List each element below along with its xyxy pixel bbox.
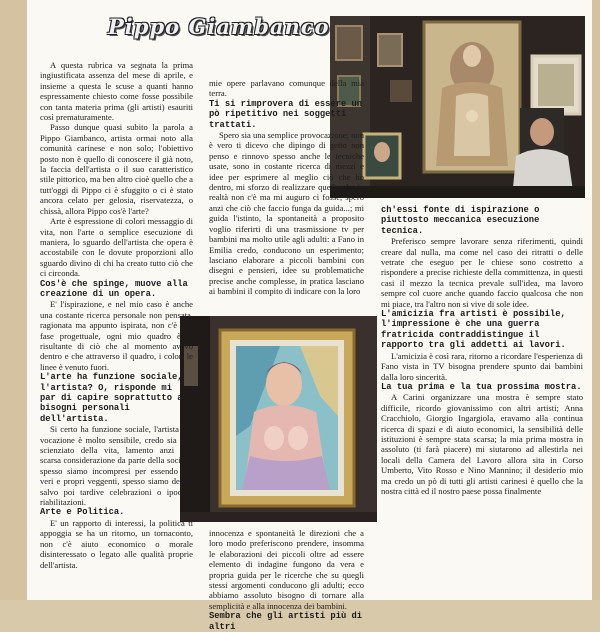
paragraph: E' l'ispirazione, e nel mio caso è anche una costante ricerca personale non pensata, ragionata ma appunto ispirata, non c'è una fase progettuale, ogni mio quadro è la risultante di ciò che al momento avevo dentro e che attraverso il quadro, i colori le linee è venuto fuori. (40, 299, 193, 372)
paragraph: Passo dunque quasi subito la parola a Pippo Giambanco, artista ormai noto alla comunità carinese e non solo; l'obiettivo posto non è quello di conoscere il già noto, la faccia dell'artista o il suo caratteristico stile pittorico, ma ben altro cioè quello che a tutt'oggi di Pippo ci è sfuggito o ci è stato ancora celato per gelosia, riservatezza, o chissà, allora Pippo cos'è l'arte? (40, 122, 193, 216)
right-margin-band (592, 0, 600, 600)
article-title: Pippo Giambanco (108, 14, 330, 39)
text-column-2-lower (209, 528, 364, 632)
interview-question: ch'essi fonte di ispirazione o piuttosto meccanica esecuzione tecnica. (381, 205, 540, 236)
interview-question: L'arte ha funzione sociale, l'artista? O, risponde mi par di capire soprattutto ai bisogni personali dell'artista. (40, 372, 188, 424)
interview-question: Cos'è che spinge, muove alla creazione di un opera. (40, 278, 188, 299)
interview-question: L'amicizia fra artisti è possibile, l'impressione è che una guerra fratricida contraddistingue il rapporto tra gli addetti ai lavori. (381, 309, 566, 351)
text-column-1 (40, 60, 193, 600)
paragraph: Preferisco sempre lavorare senza riferimenti, quindi creare dal nulla, ma come nel caso dei ritratti o delle vetrate che eseguo per le chiese sono costretto a rispondere a precise richieste della committenza, in questi casi il mezzo la tecnica prevale sull'idea, ma lavoro sempre col cuore anche quando faccio qualcosa che non mi piace, tra l'altro non si vive di sole idee. (381, 236, 583, 309)
text-column-3 (381, 205, 583, 600)
paragraph: A questa rubrica va segnata la prima ingiustificata assenza del mese di aprile, e insieme a questa le scuse a quanti hanno espressamente chiesto come fosse possibile con tanta materia prima (gli artisti) esauriti così prematuramente. (40, 60, 193, 123)
paragraph: Arte è espressione di colori messaggio di vita, non l'arte o semplice esecuzione di maniera, lo sguardo dell'artista che opera è accostabile con le dovute proporzioni allo sguardo divino di chi ha creato tutto ciò che ci circonda. (40, 216, 193, 279)
paragraph: L'amicizia è così rara, ritorno a ricordare l'esperienza di Fano vista in TV bisogna prendere spunto dai bambini dalla loro sincerità. (381, 350, 583, 382)
left-margin-band (0, 0, 27, 600)
paragraph: innocenza e spontaneità le direzioni che a loro modo preferiscono prendere, insomma le elaborazioni dei piccoli oltre ad essere elemento di indagine fungono da vera e propria guida per le ricerche che su quegli stessi argomenti conducono gli adulti; ecco abbiamo assoluto bisogno di tornare alla semplicità e alla innocenza dei bambini. (209, 528, 364, 611)
paragraph: Si certo ha funzione sociale, l'artista per vocazione è molto sensibile, credo sia uno scienziato della vita, lamento anzi una scarsa considerazione da parte della società, spesso siamo incompresi per essendo dei veri e propri veggenti, spesso siamo derisi, salvo poi tardive celebrazioni o ipocrite riabilitazioni. (40, 424, 193, 508)
interview-question: Ti si rimprovera di essere un pò ripetitivo nei soggetti trattati. (209, 98, 363, 130)
paragraph: A Carini organizzare una mostra è sempre stato difficile, ricordo giovanissimo con altri artisti; Anna Cracchiolo, Giorgio Ingargiola, eravamo alla continua ricerca di spazi e di aiuto economici, la sensibilità delle istituzioni è sempre stata scarsa; la mia prima mostra in assoluto (ti farà piacere) mi siutarono ad allestirla nei locali della Camera del Lavoro allora sita in Corso Umberto, Vito Rosso e Nino Mannino; il desiderio mio ma credo un pò di tutti gli artisti carinesi è quello che la nostra città ed il nostro paese possa finalmente (381, 392, 583, 496)
interview-question: Arte e Politica. (40, 507, 125, 518)
interview-question: La tua prima e la tua prossima mostra. (381, 381, 582, 392)
text-column-2 (209, 78, 364, 328)
paragraph: E' un rapporto di interessi, la politica ti appoggia se ha un ritorno, un tornaconto, non c'è aiuto economico o morale disinteressato o legato alle qualità proprie dell'artista. (40, 517, 193, 570)
photo-framed-painting (180, 316, 377, 522)
interview-question: Sembra che gli artisti più di altri (209, 611, 363, 632)
paragraph: mie opere parlavano comunque della mia terra. (209, 78, 364, 99)
paragraph: Spero sia una semplice provocazione; non è vero ti dicevo che dipingo di getto non penso e rinnovo spesso anche le tecniche usate, sono in costante ricerca di mezzi e idee per esprimere al meglio ciò che ho dentro, mi sforzo di realizzare quello che in realtà non c'è ma mi auguro ci fosse, spero anzi che ciò che faccio funga da guida...; mi guida l'istinto, la spontaneità a proposito voglio riferirti di una trasmissione tv per bambini ma molto utile agli adulti: a Fano in Emilia credo, conducono un esperimento; lasciano elaborare a piccoli bambini con disegni e pensieri, idee su problematiche precise anche complesse, in pratica lasciano ai bambini il compito di indicare con la loro (209, 130, 364, 297)
photo-artist-studio (330, 16, 585, 198)
